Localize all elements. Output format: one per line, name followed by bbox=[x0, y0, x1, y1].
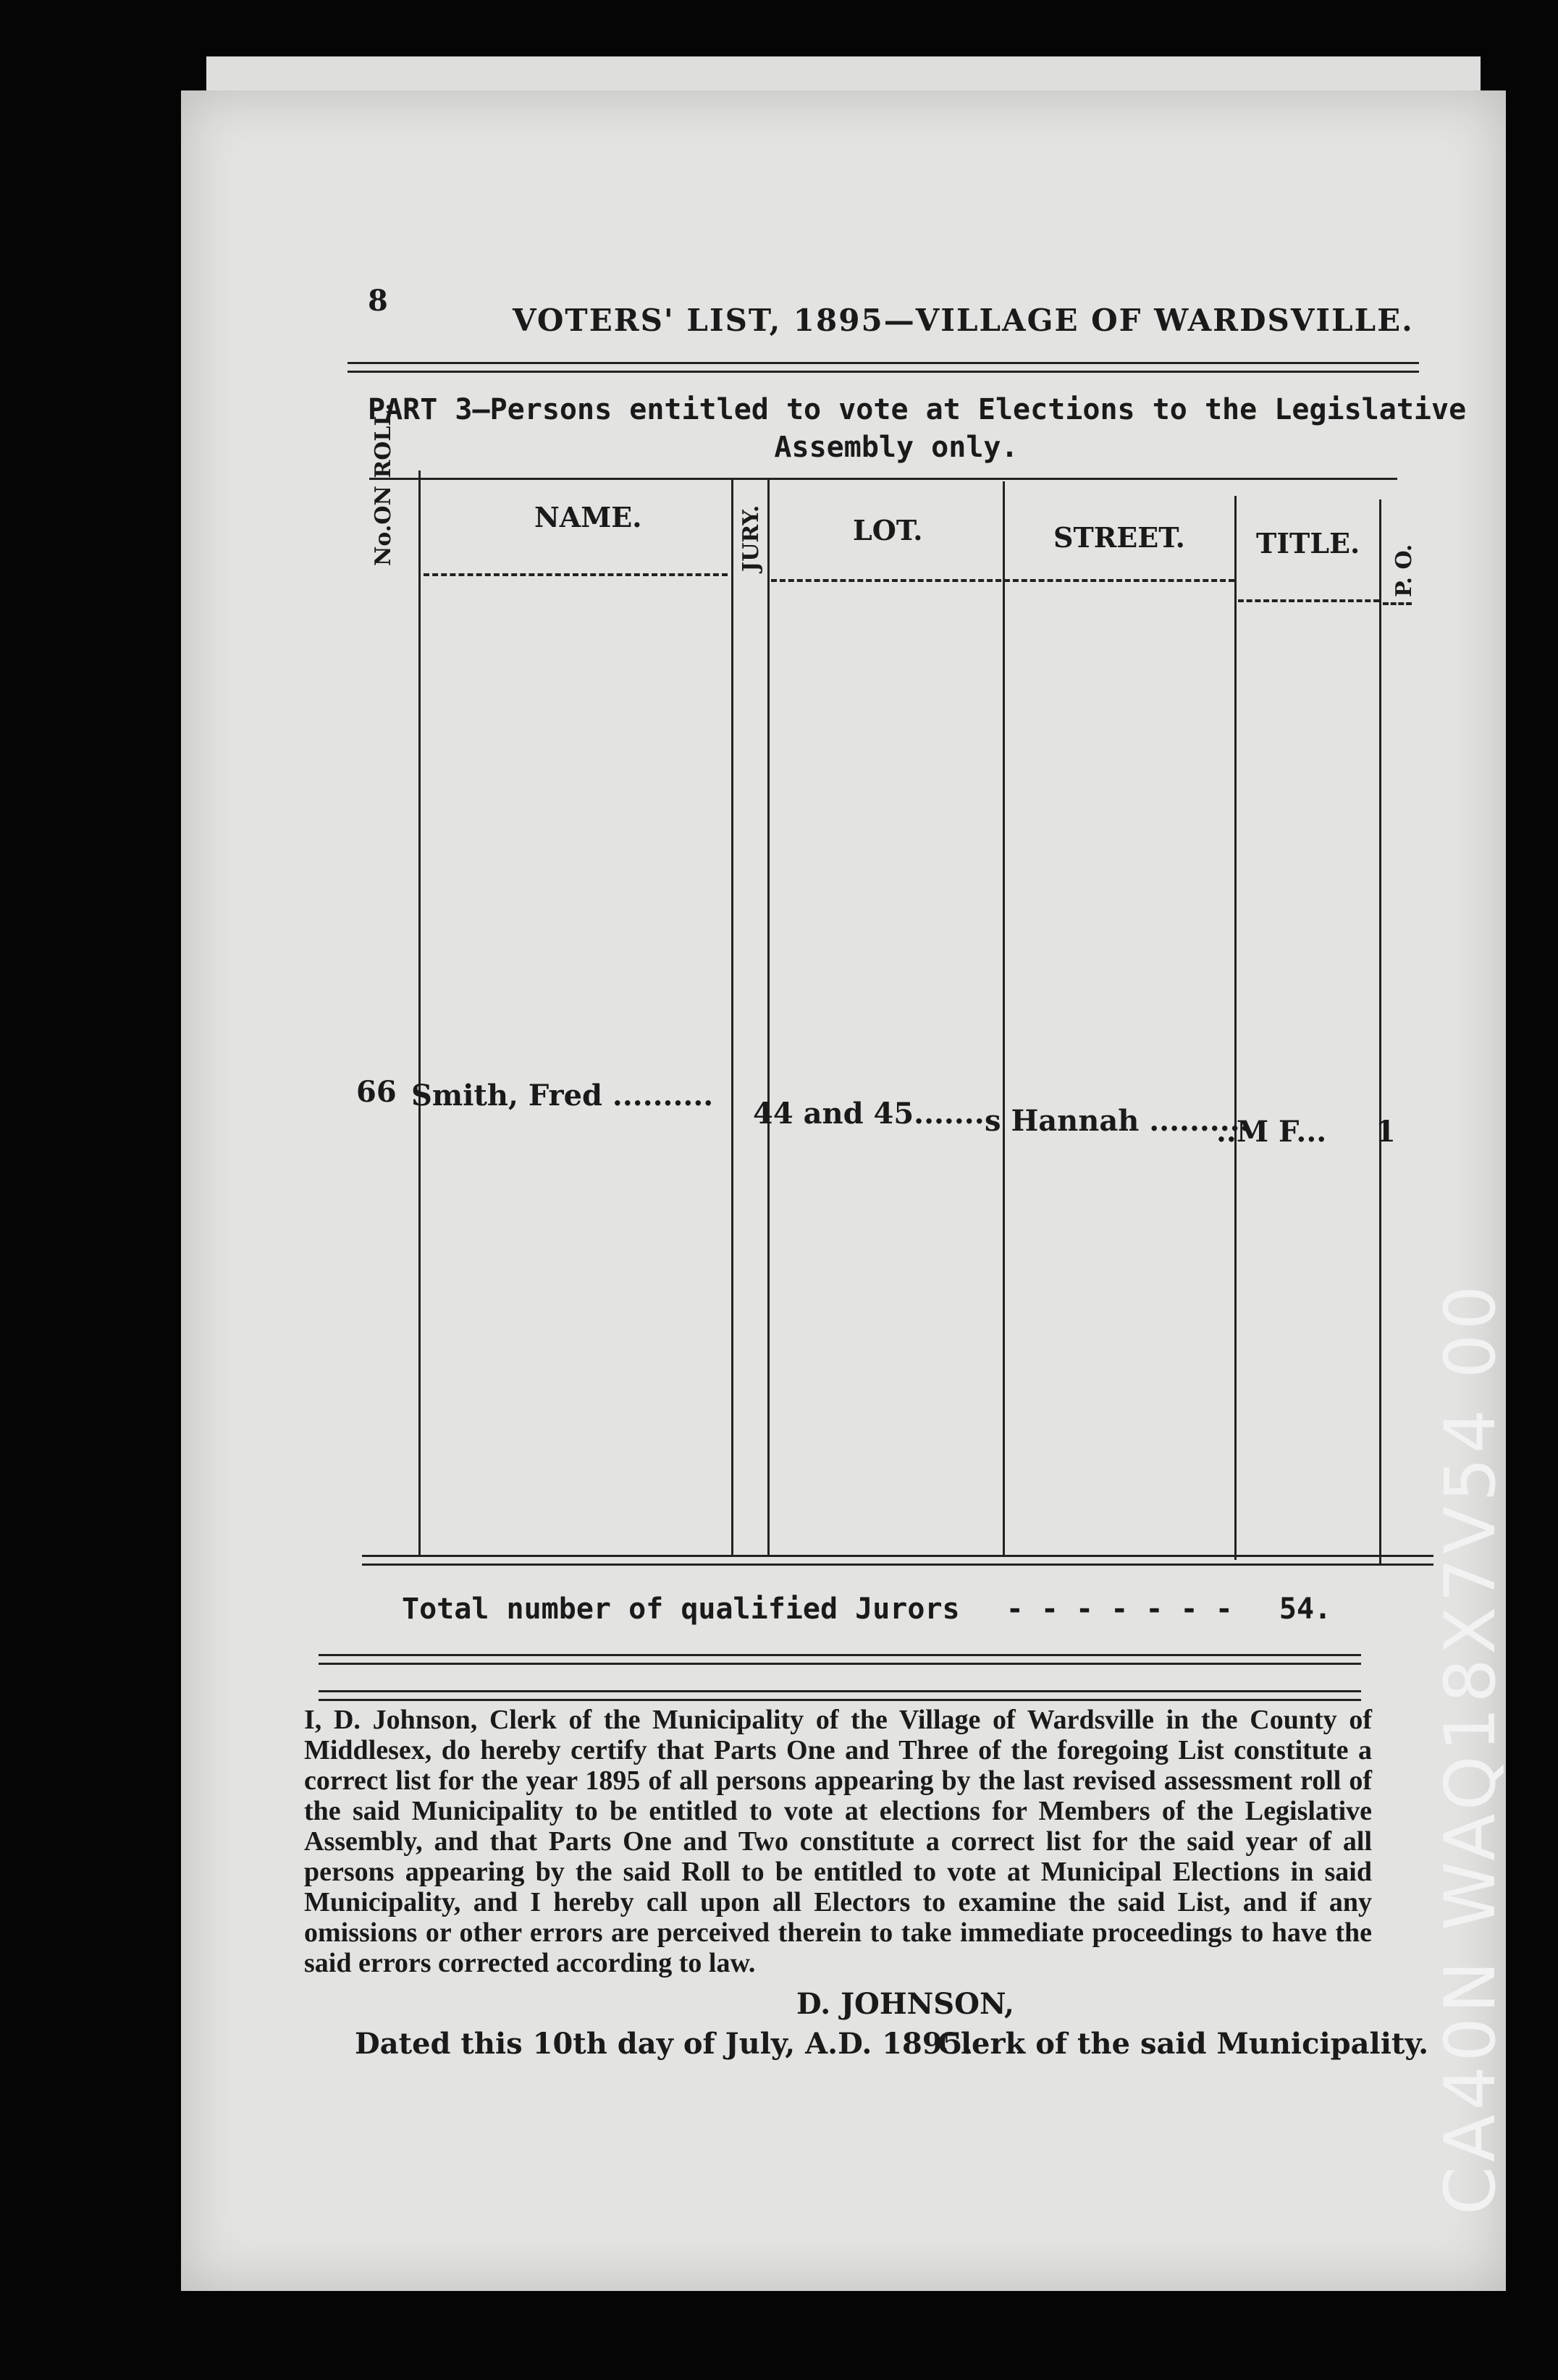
header-dash-name bbox=[424, 573, 728, 576]
part-heading-line1: PART 3—Persons entitled to vote at Elections to the Legislative bbox=[368, 393, 1467, 426]
film-annotation: CA40N WAQ18X7V54 00 bbox=[1430, 1281, 1511, 2215]
voter-name: Smith, Fred .......... bbox=[411, 1079, 714, 1113]
total-jurors-value: 54. bbox=[1279, 1592, 1332, 1626]
dated-line: Dated this 10th day of July, A.D. 1895. bbox=[355, 2027, 973, 2061]
header-rule bbox=[348, 362, 1419, 364]
total-jurors-label: Total number of qualified Jurors bbox=[402, 1592, 960, 1626]
voter-street: s Hannah .......... bbox=[985, 1104, 1250, 1138]
total-rule bbox=[319, 1654, 1361, 1656]
voter-po: 1 bbox=[1376, 1115, 1396, 1149]
part-heading-line2: Assembly only. bbox=[774, 431, 1019, 464]
col-head-po: P. O. bbox=[1391, 544, 1417, 597]
cert-rule bbox=[319, 1690, 1361, 1692]
roll-number: 66 bbox=[356, 1075, 397, 1109]
cert-rule-2 bbox=[319, 1699, 1361, 1701]
col-head-roll: No.ON ROLL. bbox=[371, 402, 396, 566]
total-rule-2 bbox=[319, 1663, 1361, 1665]
signature-title: Clerk of the said Municipality. bbox=[938, 2027, 1428, 2061]
part-heading bbox=[368, 391, 1467, 466]
voter-lot: 44 and 45....... bbox=[753, 1097, 985, 1131]
col-divider-name bbox=[731, 478, 733, 1556]
header-dash-lot-street bbox=[771, 579, 1234, 582]
table-bottom-rule bbox=[362, 1555, 1433, 1557]
voter-title: ..M F... bbox=[1216, 1115, 1327, 1149]
col-head-jury: JURY. bbox=[738, 505, 764, 572]
signature-name: D. JOHNSON, bbox=[796, 1987, 1014, 2021]
col-divider-title bbox=[1379, 499, 1381, 1564]
col-divider-roll bbox=[418, 470, 421, 1556]
col-divider-jury bbox=[767, 478, 770, 1556]
header-dash-po bbox=[1383, 602, 1412, 605]
certification-text: I, D. Johnson, Clerk of the Municipality of the Village of Wardsville in the County of Middlesex, do hereby certify that Parts One and Three of the foregoing List constitute a correct list for the year 1895 of all persons appearing by the last revised assessment roll of the said Municipality to be entitled to vote at elections for Members of the Legislative Assembly, and that Parts One and Two constitute a correct list for the said year of all persons appearing by the said Roll to be entitled to vote at Municipal Elections in said Municipality, and I hereby call upon all Electors to examine the said List, and if any omissions or other errors are perceived therein to take immediate proceedings to have the said errors corrected according to law. bbox=[304, 1705, 1372, 1978]
page-title: VOTERS' LIST, 1895—VILLAGE OF WARDSVILLE. bbox=[513, 303, 1414, 338]
page-number: 8 bbox=[368, 284, 388, 318]
col-head-lot: LOT. bbox=[853, 514, 923, 547]
header-rule-2 bbox=[348, 371, 1419, 373]
total-jurors-leader: - - - - - - - bbox=[1006, 1592, 1233, 1626]
col-head-name: NAME. bbox=[534, 501, 642, 533]
col-head-title: TITLE. bbox=[1256, 527, 1360, 560]
col-divider-lot bbox=[1003, 481, 1005, 1556]
table-top-rule bbox=[369, 478, 1397, 480]
col-head-street: STREET. bbox=[1053, 521, 1185, 554]
table-bottom-rule-2 bbox=[362, 1564, 1433, 1566]
col-divider-street bbox=[1234, 496, 1237, 1560]
header-dash-title bbox=[1238, 599, 1379, 602]
total-jurors bbox=[402, 1592, 1331, 1626]
